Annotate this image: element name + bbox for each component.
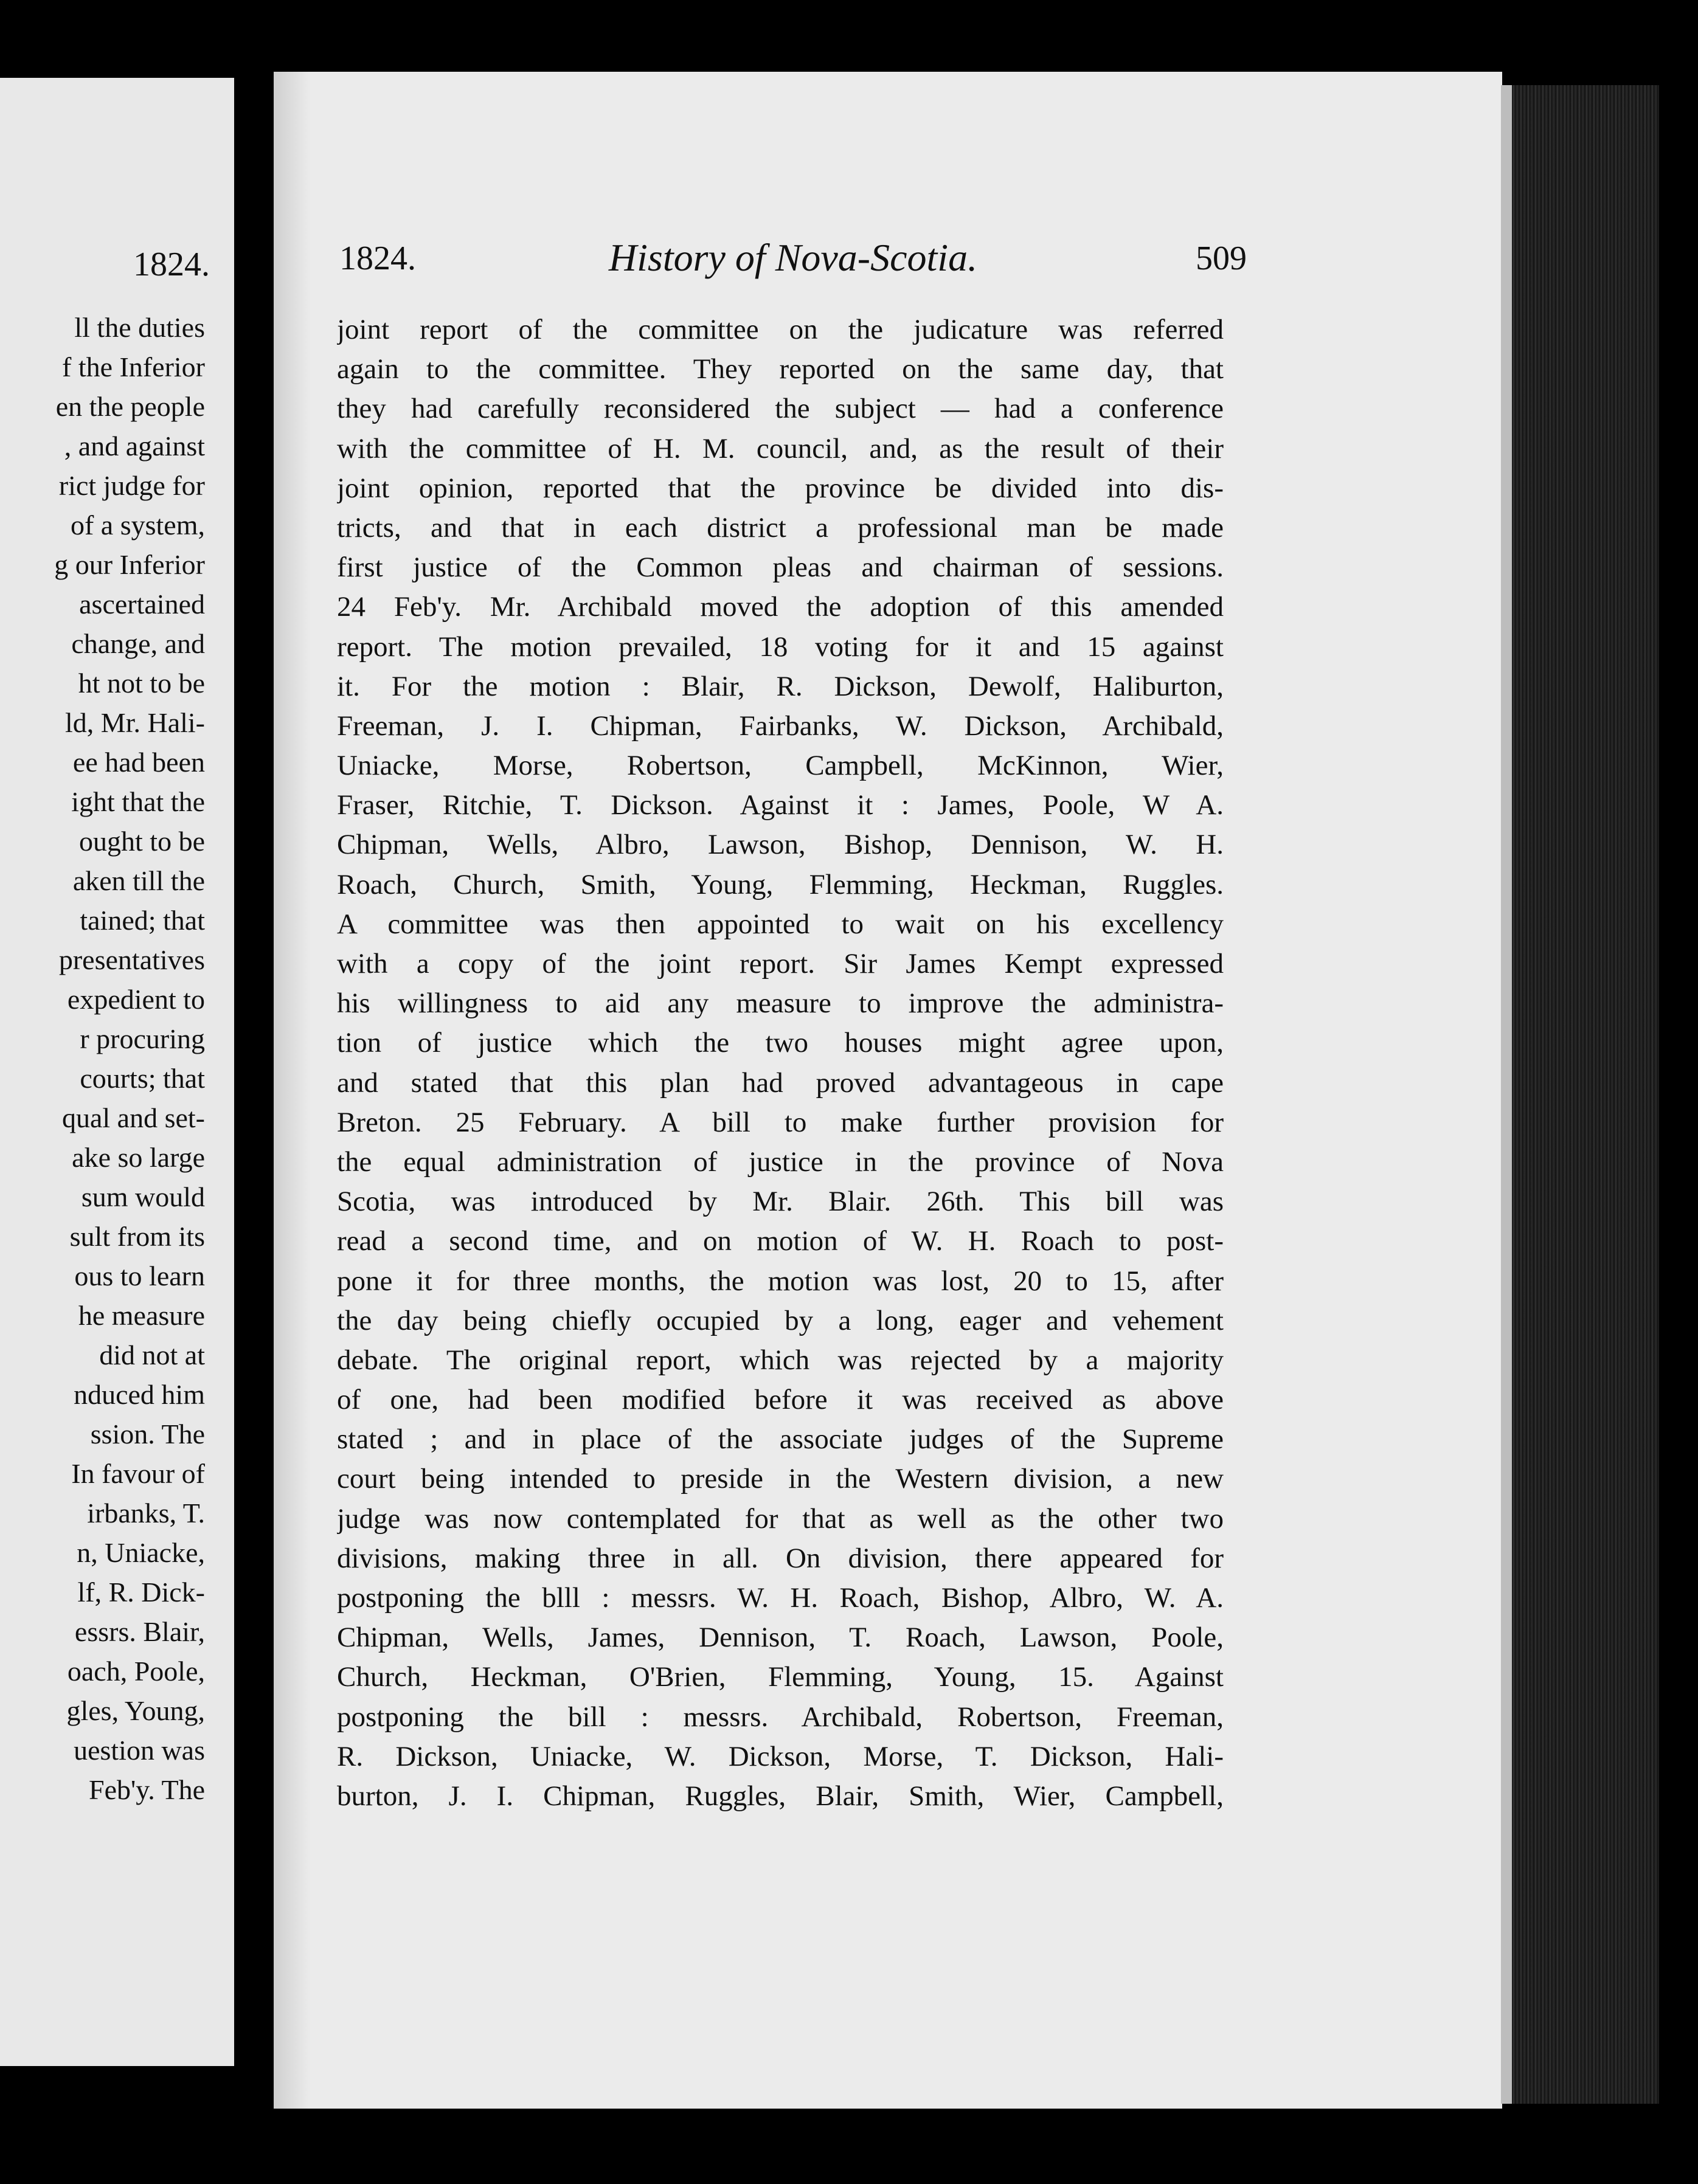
text-line: divisions, making three in all. On division, there appeared for — [337, 1542, 1224, 1574]
left-page-running-head: 1824. — [133, 246, 210, 283]
text-line: joint report of the committee on the judicature was referred — [337, 314, 1224, 345]
text-line: n, Uniacke, — [77, 1537, 205, 1568]
text-line: ee had been — [72, 747, 205, 778]
text-line: en the people — [55, 391, 205, 422]
text-line: ssion. The — [90, 1419, 205, 1450]
text-line: debate. The original report, which was rejected by a majority — [337, 1344, 1224, 1376]
text-line: they had carefully reconsidered the subject — had a conference — [337, 393, 1224, 425]
text-line: A committee was then appointed to wait on his excellency — [337, 908, 1224, 940]
text-line: with a copy of the joint report. Sir James Kempt expressed — [337, 948, 1224, 980]
text-line: with the committee of H. M. council, and, as the result of their — [337, 432, 1224, 465]
text-line: Uniacke, Morse, Robertson, Campbell, McKinnon, Wier, — [337, 750, 1224, 782]
body-text — [337, 310, 1224, 1816]
text-line: nduced him — [74, 1379, 205, 1410]
text-line: tion of justice which the two houses might agree upon, — [337, 1027, 1224, 1059]
text-line: ht not to be — [78, 668, 205, 699]
text-line: gles, Young, — [66, 1695, 205, 1726]
text-line: qual and set- — [61, 1102, 205, 1133]
page-number: 509 — [1196, 240, 1247, 277]
text-line: oach, Poole, — [67, 1656, 205, 1687]
text-line: the day being chiefly occupied by a long, eager and vehement — [337, 1304, 1224, 1336]
text-line: Fraser, Ritchie, T. Dickson. Against it : James, Poole, W A. — [337, 789, 1224, 821]
text-line: report. The motion prevailed, 18 voting for it and 15 against — [337, 631, 1224, 663]
text-line: f the Inferior — [62, 351, 205, 382]
text-line: aken till the — [72, 865, 205, 896]
text-line: of a system, — [70, 510, 205, 541]
text-line: read a second time, and on motion of W. H. Roach to post- — [337, 1225, 1224, 1257]
text-line: of one, had been modified before it was received as above — [337, 1384, 1224, 1416]
text-line: In favour of — [71, 1458, 205, 1489]
text-line: Chipman, Wells, James, Dennison, T. Roach, Lawson, Poole, — [337, 1622, 1224, 1654]
text-line: Feb'y. The — [89, 1774, 205, 1805]
running-head-year: 1824. — [339, 240, 416, 277]
text-line: postponing the bill : messrs. Archibald, Robertson, Freeman, — [337, 1701, 1224, 1733]
left-page-text — [54, 308, 205, 1809]
left-page-fragment — [0, 78, 234, 2066]
text-line: burton, J. I. Chipman, Ruggles, Blair, Smith, Wier, Campbell, — [337, 1780, 1224, 1812]
text-line: R. Dickson, Uniacke, W. Dickson, Morse, T. Dickson, Hali- — [337, 1740, 1224, 1772]
text-line: change, and — [71, 628, 205, 659]
text-line: essrs. Blair, — [74, 1616, 205, 1647]
text-line: uestion was — [74, 1735, 205, 1766]
text-line: sum would — [81, 1181, 205, 1212]
text-line: court being intended to preside in the Western division, a new — [337, 1463, 1224, 1495]
text-line: , and against — [64, 430, 205, 461]
text-line: g our Inferior — [54, 549, 205, 580]
text-line: it. For the motion : Blair, R. Dickson, Dewolf, Haliburton, — [337, 670, 1224, 702]
text-line: ake so large — [72, 1142, 205, 1173]
page-edge — [1501, 85, 1512, 2104]
text-line: presentatives — [58, 944, 205, 975]
text-line: Church, Heckman, O'Brien, Flemming, Young, 15. Against — [337, 1661, 1224, 1693]
text-line: again to the committee. They reported on the same day, that — [337, 353, 1224, 385]
text-line: ous to learn — [74, 1260, 205, 1291]
text-line: stated ; and in place of the associate judges of the Supreme — [337, 1423, 1224, 1456]
text-line: postponing the blll : messrs. W. H. Roach, Bishop, Albro, W. A. — [337, 1582, 1224, 1614]
text-line: his willingness to aid any measure to improve the administra- — [337, 987, 1224, 1020]
text-line: Chipman, Wells, Albro, Lawson, Bishop, Dennison, W. H. — [337, 829, 1224, 861]
text-line: rict judge for — [58, 470, 205, 501]
text-line: ascertained — [79, 589, 205, 620]
main-page — [274, 72, 1502, 2109]
running-head-title: History of Nova-Scotia. — [608, 236, 978, 279]
text-line: 24 Feb'y. Mr. Archibald moved the adoption of this amended — [337, 591, 1224, 623]
text-line: Scotia, was introduced by Mr. Blair. 26th. This bill was — [337, 1186, 1224, 1218]
text-line: lf, R. Dick- — [77, 1577, 205, 1608]
running-head — [339, 236, 1247, 288]
text-line: did not at — [99, 1339, 205, 1370]
text-line: tained; that — [80, 905, 205, 936]
text-line: joint opinion, reported that the province be divided into dis- — [337, 472, 1224, 504]
text-line: he measure — [78, 1300, 205, 1331]
text-line: r procuring — [80, 1023, 205, 1054]
text-line: and stated that this plan had proved advantageous in cape — [337, 1066, 1224, 1099]
text-line: judge was now contemplated for that as well as the other two — [337, 1502, 1224, 1535]
text-line: ight that the — [71, 786, 205, 817]
text-line: tricts, and that in each district a professional man be made — [337, 511, 1224, 544]
text-line: first justice of the Common pleas and chairman of sessions. — [337, 551, 1224, 584]
text-line: Roach, Church, Smith, Young, Flemming, Heckman, Ruggles. — [337, 868, 1224, 900]
text-line: courts; that — [80, 1063, 205, 1094]
text-line: Freeman, J. I. Chipman, Fairbanks, W. Dickson, Archibald, — [337, 710, 1224, 742]
text-line: ld, Mr. Hali- — [65, 707, 205, 738]
text-line: expedient to — [67, 984, 205, 1015]
text-line: Breton. 25 February. A bill to make further provision for — [337, 1106, 1224, 1138]
text-line: sult from its — [69, 1221, 205, 1252]
text-line: ll the duties — [74, 312, 205, 343]
book-fore-edge — [1501, 85, 1659, 2104]
text-line: irbanks, T. — [87, 1498, 205, 1529]
text-line: ought to be — [79, 826, 205, 857]
text-line: pone it for three months, the motion was lost, 20 to 15, after — [337, 1265, 1224, 1297]
text-line: the equal administration of justice in the province of Nova — [337, 1146, 1224, 1178]
